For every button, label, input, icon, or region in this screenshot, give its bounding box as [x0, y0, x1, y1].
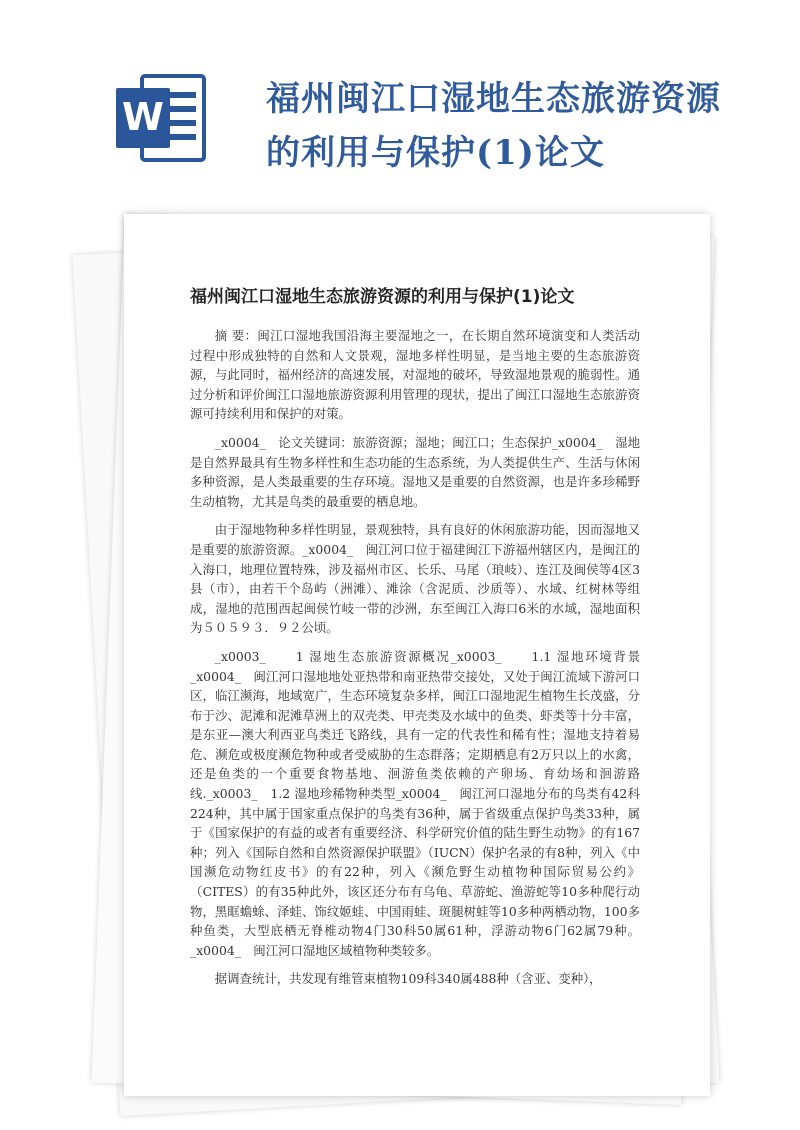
banner-title-line2: 的利用与保护(1)论文 — [266, 133, 605, 173]
svg-text:W: W — [122, 95, 164, 139]
paragraph: 由于湿地物种多样性明显，景观独特，具有良好的休闲旅游功能，因而湿地又是重要的旅游资源。_x0004_ 闽江河口位于福建闽江下游福州辖区内，是闽江的入海口，地理位置特殊，涉及福州市区、长乐、马尾（琅岐）、连江及闽侯等4区3县（市），由若干个岛屿（洲滩）、滩涂（含泥质、沙质等）、水域、红树林等组成，湿地的范围西起闽侯竹岐一带的沙洲，东至闽江入海口6米的水域，湿地面积为５０５９３．９２公顷。 — [190, 522, 640, 636]
paragraph: _x0003_ 1 湿地生态旅游资源概况_x0003_ 1.1 湿地环境背景_x0004_ 闽江河口湿地地处亚热带和南亚热带交接处，又处于闽江流域下游河口区，临江濒海，地域宽广，生态环境复杂多样，闽江口湿地泥生植物生长茂盛，分布于沙、泥滩和泥滩草洲上的双壳类、甲壳类及水域中的鱼类、虾类等十分丰富，是东亚—澳大利西亚鸟类迁飞路线，具有一定的代表性和稀有性；湿地支持着易危、濒危或极度濒危物种或者受威胁的生态群落；定期栖息有2万只以上的水禽，还是鱼类的一个重要食物基地、洄游鱼类依赖的产卵场、育幼场和洄游路线._x0003_ 1.2 湿地珍稀物种类型_x0004_ 闽江河口湿地分布的鸟类有42科224种，其中属于国家重点保护的鸟类有36种，属于省级重点保护鸟类33种，属于《国家保护的有益的或者有重要经济、科学研究价值的陆生野生动物》的有167种；列入《国际自然和自然资源保护联盟》（IUCN）保护名录的有8种，列入《中国濒危动物红皮书》的有22种，列入《濒危野生动植物种国际贸易公约》（CITES）的有35种此外，该区还分布有乌龟、草游蛇、渔游蛇等10多种爬行动物，黑眶蟾蜍、泽蛙、饰纹姬蛙、中国雨蛙、斑腿树蛙等10多种两栖动物，100多种鱼类，大型底栖无脊椎动物4门30科50属61种，浮游动物6门62属79种。_x0004_ 闽江河口湿地区域植物种类较多。 — [190, 648, 640, 958]
paragraph: 摘 要：闽江口湿地我国沿海主要湿地之一，在长期自然环境演变和人类活动过程中形成独特的自然和人文景观，湿地多样性明显，是当地主要的生态旅游资源，与此同时，福州经济的高速发展，对湿地的破坏，导致湿地景观的脆弱性。通过分析和评价闽江口湿地旅游资源利用管理的现状，提出了闽江口湿地生态旅游资源可持续利用和保护的对策。 — [190, 328, 640, 422]
document-body — [190, 326, 640, 998]
paragraph: _x0004_ 论文关键词：旅游资源；湿地；闽江口；生态保护_x0004_ 湿地是自然界最具有生物多样性和生态功能的生态系统，为人类提供生产、生活与休闲多种资源，是人类最重要的生存环境。湿地又是重要的自然资源，也是许多珍稀野生动植物，尤其是鸟类的最重要的栖息地。 — [190, 434, 640, 509]
banner-title-line1: 福州闽江口湿地生态旅游资源 — [266, 79, 721, 119]
page-title: 福州闽江口湿地生态旅游资源的利用与保护(1)论文 — [190, 287, 575, 307]
paragraph: 据调查统计，共发现有维管束植物109科340属488种（含亚、变种）， — [214, 971, 602, 987]
